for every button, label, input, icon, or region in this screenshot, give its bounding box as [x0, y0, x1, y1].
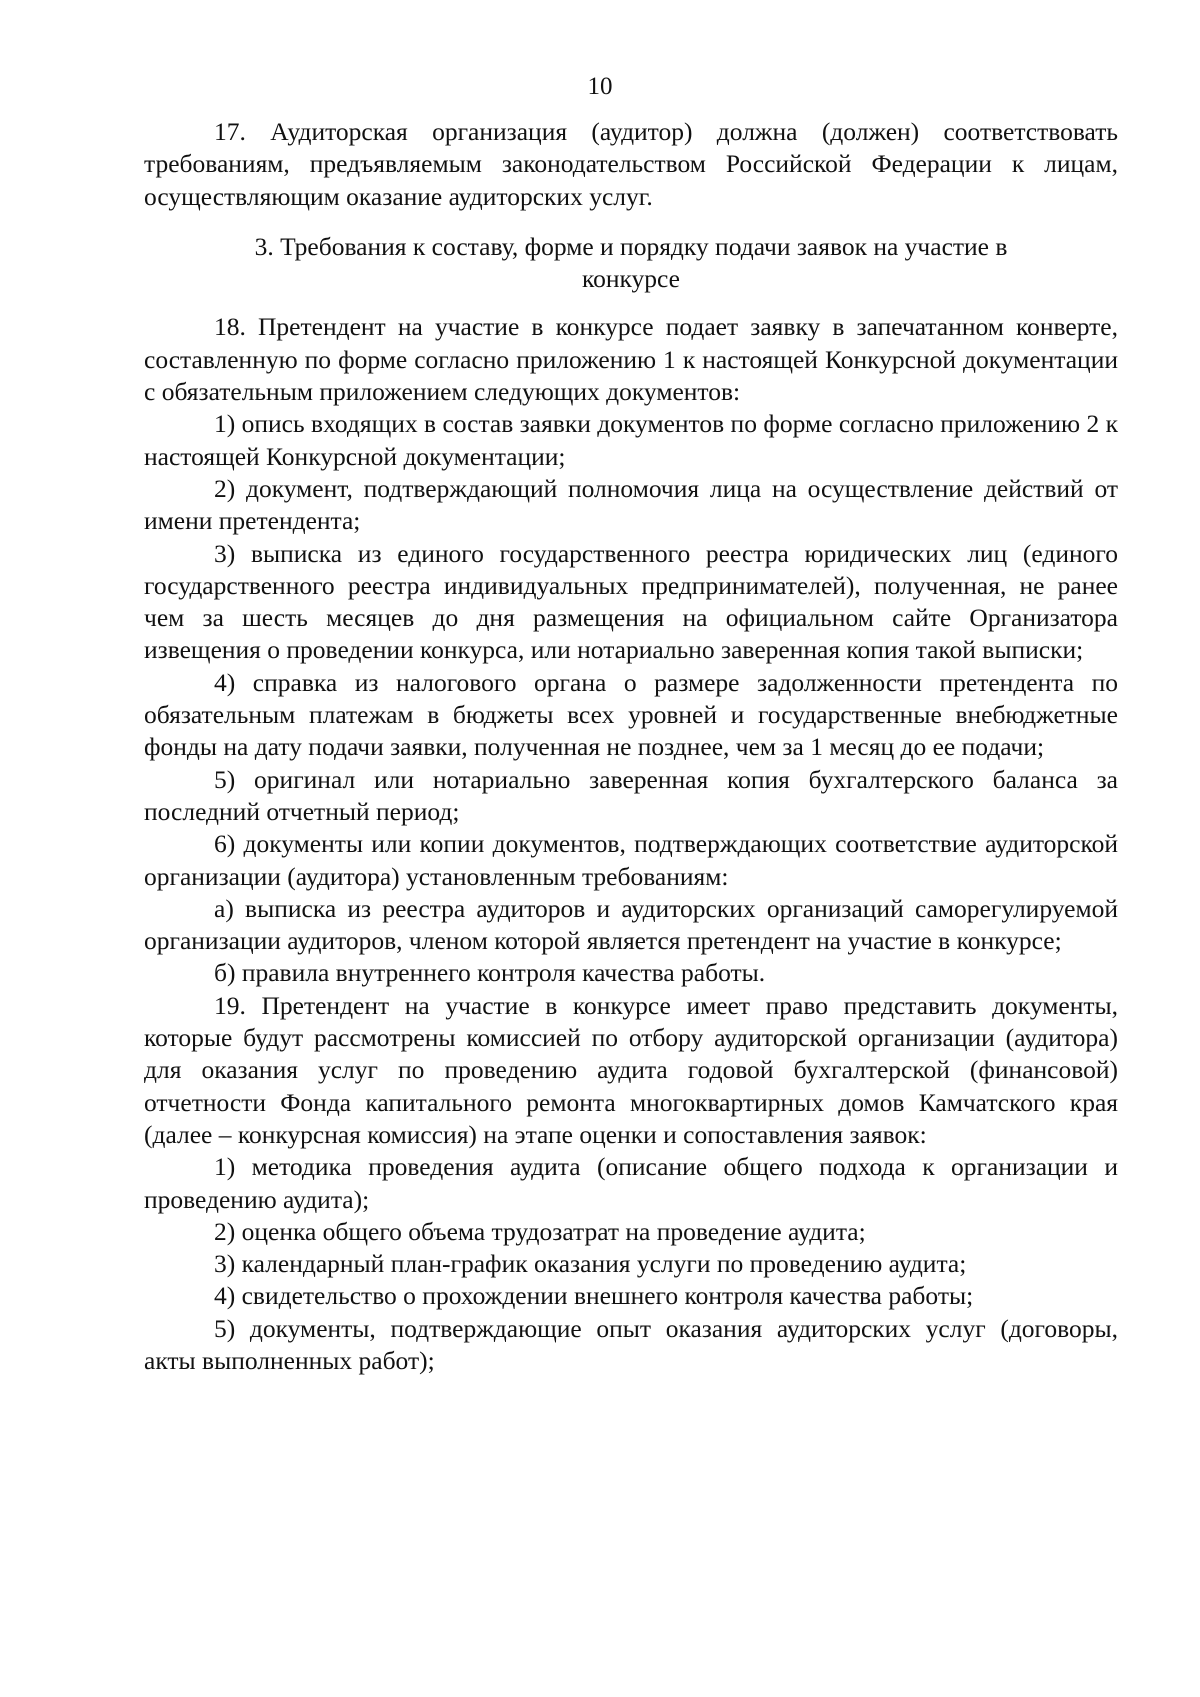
- paragraph-19: 19. Претендент на участие в конкурсе имеет право представить документы, которые будут рассмотрены комиссией по отбору аудиторской организации (аудитора) для оказания услуг по проведению аудита годовой бухгалтерской (финансовой) отчетности Фонда капитального ремонта многоквартирных домов Камчатского края (далее – конкурсная комиссия) на этапе оценки и сопоставления заявок:: [144, 990, 1118, 1149]
- document-body: [144, 116, 1118, 1377]
- list-item-18-5: 5) оригинал или нотариально заверенная копия бухгалтерского баланса за последний отчетный период;: [144, 764, 1118, 826]
- list-item-19-5: 5) документы, подтверждающие опыт оказания аудиторских услуг (договоры, акты выполненных работ);: [144, 1313, 1118, 1375]
- section-heading-3: 3. Требования к составу, форме и порядку подачи заявок на участие в конкурсе: [254, 231, 1008, 294]
- paragraph-18: 18. Претендент на участие в конкурсе подает заявку в запечатанном конверте, составленную по форме согласно приложению 1 к настоящей Конкурсной документации с обязательным приложением следующих документов:: [144, 312, 1118, 407]
- list-item-19-1: 1) методика проведения аудита (описание общего подхода к организации и проведению аудита);: [144, 1152, 1118, 1214]
- list-item-18-4: 4) справка из налогового органа о размере задолженности претендента по обязательным платежам в бюджеты всех уровней и государственные внебюджетные фонды на дату подачи заявки, полученная не позднее, чем за 1 месяц до ее подачи;: [144, 667, 1118, 762]
- list-item-18-6-a: а) выписка из реестра аудиторов и аудиторских организаций саморегулируемой организации аудиторов, членом которой является претендент на участие в конкурсе;: [144, 893, 1118, 956]
- list-item-18-1: 1) опись входящих в состав заявки документов по форме согласно приложению 2 к настоящей Конкурсной документации;: [144, 409, 1118, 471]
- list-item-18-2: 2) документ, подтверждающий полномочия лица на осуществление действий от имени претендента;: [144, 473, 1118, 536]
- list-item-18-6: 6) документы или копии документов, подтверждающих соответствие аудиторской организации (аудитора) установленным требованиям:: [144, 829, 1118, 891]
- list-item-18-6-b: б) правила внутреннего контроля качества работы.: [214, 958, 766, 988]
- list-item-19-2: 2) оценка общего объема трудозатрат на проведение аудита;: [214, 1216, 866, 1246]
- list-item-19-4: 4) свидетельство о прохождении внешнего контроля качества работы;: [214, 1281, 974, 1311]
- list-item-19-3: 3) календарный план-график оказания услуги по проведению аудита;: [214, 1249, 967, 1279]
- list-item-18-3: 3) выписка из единого государственного реестра юридических лиц (единого государственного реестра индивидуальных предпринимателей), полученная, не ранее чем за шесть месяцев до дня размещения на официальном сайте Организатора извещения о проведении конкурса, или нотариально заверенная копия такой выписки;: [144, 538, 1118, 665]
- page-number: 10: [587, 73, 613, 100]
- paragraph-17: 17. Аудиторская организация (аудитор) должна (должен) соответствовать требованиям, предъявляемым законодательством Российской Федерации к лицам, осуществляющим оказание аудиторских услуг.: [144, 117, 1118, 211]
